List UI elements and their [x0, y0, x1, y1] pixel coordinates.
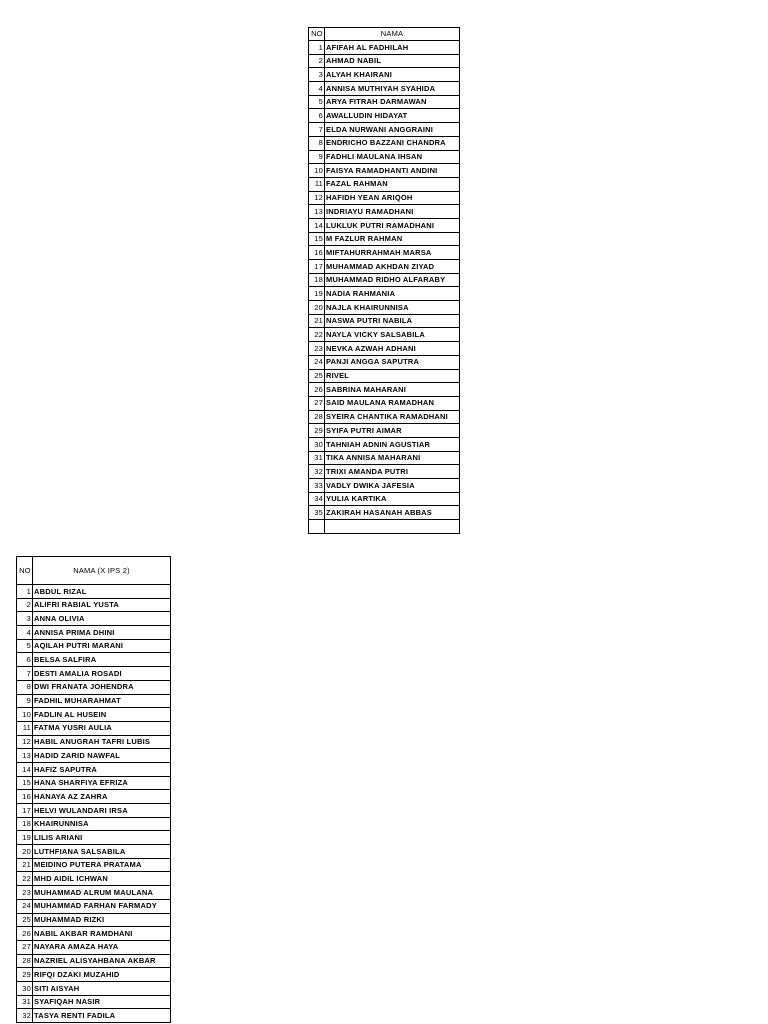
- row-number: 32: [309, 465, 325, 479]
- empty-cell: [309, 520, 325, 534]
- table-row: [17, 981, 171, 995]
- row-number: 30: [17, 981, 33, 995]
- empty-row: [309, 520, 460, 534]
- row-number: 31: [17, 995, 33, 1009]
- table-row: [309, 68, 460, 82]
- row-number: 5: [17, 639, 33, 653]
- table-row: [309, 232, 460, 246]
- table-row: [17, 940, 171, 954]
- student-name: SYAFIQAH NASIR: [33, 995, 171, 1009]
- table-row: [17, 872, 171, 886]
- table-row: [17, 968, 171, 982]
- table-row: [17, 626, 171, 640]
- table-row: [17, 612, 171, 626]
- student-name: PANJI ANGGA SAPUTRA: [325, 355, 460, 369]
- table-row: [309, 328, 460, 342]
- table-row: [309, 191, 460, 205]
- row-number: 31: [309, 451, 325, 465]
- row-number: 4: [17, 626, 33, 640]
- row-number: 27: [17, 940, 33, 954]
- row-number: 9: [17, 694, 33, 708]
- table-row: [309, 109, 460, 123]
- row-number: 29: [309, 424, 325, 438]
- row-number: 7: [309, 123, 325, 137]
- student-name: MUHAMMAD ALRUM MAULANA: [33, 886, 171, 900]
- row-number: 9: [309, 150, 325, 164]
- table-row: [17, 886, 171, 900]
- student-name: ZAKIRAH HASANAH ABBAS: [325, 506, 460, 520]
- row-number: 28: [309, 410, 325, 424]
- table-row: [309, 301, 460, 315]
- table-row: [309, 41, 460, 55]
- student-name: FADHIL MUHARAHMAT: [33, 694, 171, 708]
- student-name: HAFIZ SAPUTRA: [33, 762, 171, 776]
- student-name: TRIXI AMANDA PUTRI: [325, 465, 460, 479]
- student-name: M FAZLUR RAHMAN: [325, 232, 460, 246]
- student-name: SABRINA MAHARANI: [325, 383, 460, 397]
- table-row: [17, 913, 171, 927]
- table-row: [17, 667, 171, 681]
- row-number: 10: [17, 708, 33, 722]
- row-number: 29: [17, 968, 33, 982]
- table-row: [309, 342, 460, 356]
- row-number: 10: [309, 164, 325, 178]
- student-name: MUHAMMAD RIDHO ALFARABY: [325, 273, 460, 287]
- row-number: 28: [17, 954, 33, 968]
- row-number: 16: [17, 790, 33, 804]
- student-name: SYEIRA CHANTIKA RAMADHANI: [325, 410, 460, 424]
- student-name: NADIA RAHMANIA: [325, 287, 460, 301]
- table-row: [309, 123, 460, 137]
- table-row: [309, 136, 460, 150]
- table-row: [17, 899, 171, 913]
- row-number: 33: [309, 479, 325, 493]
- student-name: SYIFA PUTRI AIMAR: [325, 424, 460, 438]
- row-number: 17: [309, 260, 325, 274]
- table-row: [17, 708, 171, 722]
- student-name: TIKA ANNISA MAHARANI: [325, 451, 460, 465]
- student-name: HAFIDH YEAN ARIQOH: [325, 191, 460, 205]
- student-name: FAISYA RAMADHANTI ANDINI: [325, 164, 460, 178]
- row-number: 25: [17, 913, 33, 927]
- row-number: 26: [309, 383, 325, 397]
- row-number: 6: [309, 109, 325, 123]
- student-name: AHMAD NABIL: [325, 54, 460, 68]
- row-number: 20: [17, 845, 33, 859]
- student-name: SAID MAULANA RAMADHAN: [325, 396, 460, 410]
- row-number: 6: [17, 653, 33, 667]
- row-number: 23: [309, 342, 325, 356]
- table-row: [17, 680, 171, 694]
- table-row: [309, 410, 460, 424]
- table-row: [17, 831, 171, 845]
- row-number: 35: [309, 506, 325, 520]
- row-number: 24: [17, 899, 33, 913]
- student-name: NAYLA VICKY SALSABILA: [325, 328, 460, 342]
- row-number: 11: [309, 177, 325, 191]
- student-name: TAHNIAH ADNIN AGUSTIAR: [325, 437, 460, 451]
- student-name: NAJLA KHAIRUNNISA: [325, 301, 460, 315]
- table-row: [309, 273, 460, 287]
- row-number: 15: [309, 232, 325, 246]
- row-number: 24: [309, 355, 325, 369]
- table-row: [17, 817, 171, 831]
- table-row: [17, 804, 171, 818]
- row-number: 8: [309, 136, 325, 150]
- student-name: HANAYA AZ ZAHRA: [33, 790, 171, 804]
- table-row: [17, 858, 171, 872]
- student-name: HABIL ANUGRAH TAFRI LUBIS: [33, 735, 171, 749]
- student-name: ANNISA PRIMA DHINI: [33, 626, 171, 640]
- row-number: 18: [17, 817, 33, 831]
- student-name: FADLIN AL HUSEIN: [33, 708, 171, 722]
- row-number: 3: [17, 612, 33, 626]
- table-row: [309, 355, 460, 369]
- table-row: [17, 927, 171, 941]
- row-number: 2: [309, 54, 325, 68]
- row-number: 8: [17, 680, 33, 694]
- table-row: [17, 995, 171, 1009]
- student-name: RIFQI DZAKI MUZAHID: [33, 968, 171, 982]
- header-name: NAMA: [325, 28, 460, 41]
- table-row: [17, 598, 171, 612]
- student-name: ELDA NURWANI ANGGRAINI: [325, 123, 460, 137]
- row-number: 17: [17, 804, 33, 818]
- student-name: AFIFAH AL FADHILAH: [325, 41, 460, 55]
- table-row: [17, 762, 171, 776]
- student-name: TASYA RENTI FADILA: [33, 1009, 171, 1023]
- table-row: [309, 287, 460, 301]
- table-row: [309, 314, 460, 328]
- row-number: 18: [309, 273, 325, 287]
- row-number: 16: [309, 246, 325, 260]
- student-name: ENDRICHO BAZZANI CHANDRA: [325, 136, 460, 150]
- student-name: ABDUL RIZAL: [33, 585, 171, 599]
- student-name: ALYAH KHAIRANI: [325, 68, 460, 82]
- student-name: NABIL AKBAR RAMDHANI: [33, 927, 171, 941]
- header-no: NO: [17, 557, 33, 585]
- empty-cell: [325, 520, 460, 534]
- student-name: ALIFRI RABIAL YUSTA: [33, 598, 171, 612]
- row-number: 26: [17, 927, 33, 941]
- table-row: [309, 260, 460, 274]
- table-row: [309, 479, 460, 493]
- student-name: AQILAH PUTRI MARANI: [33, 639, 171, 653]
- table-row: [17, 639, 171, 653]
- row-number: 1: [309, 41, 325, 55]
- student-name: HADID ZARID NAWFAL: [33, 749, 171, 763]
- row-number: 32: [17, 1009, 33, 1023]
- student-name: HANA SHARFIYA EFRIZA: [33, 776, 171, 790]
- table-row: [17, 721, 171, 735]
- student-name: KHAIRUNNISA: [33, 817, 171, 831]
- student-name: RIVEL: [325, 369, 460, 383]
- row-number: 12: [309, 191, 325, 205]
- table-row: [309, 396, 460, 410]
- header-name: NAMA (X IPS 2): [33, 557, 171, 585]
- table-row: [17, 790, 171, 804]
- row-number: 3: [309, 68, 325, 82]
- table-row: [309, 437, 460, 451]
- row-number: 4: [309, 82, 325, 96]
- row-number: 13: [17, 749, 33, 763]
- table-row: [17, 954, 171, 968]
- class-list-table-x-ips-2: [16, 556, 171, 1023]
- table-row: [17, 749, 171, 763]
- student-name: FAZAL RAHMAN: [325, 177, 460, 191]
- table-header-row: [309, 28, 460, 41]
- student-name: MUHAMMAD FARHAN FARMADY: [33, 899, 171, 913]
- student-name: MIFTAHURRAHMAH MARSA: [325, 246, 460, 260]
- table-row: [17, 585, 171, 599]
- row-number: 19: [309, 287, 325, 301]
- table-row: [309, 95, 460, 109]
- student-name: LUTHFIANA SALSABILA: [33, 845, 171, 859]
- student-name: SITI AISYAH: [33, 981, 171, 995]
- student-name: BELSA SALFIRA: [33, 653, 171, 667]
- student-name: MUHAMMAD RIZKI: [33, 913, 171, 927]
- student-name: ARYA FITRAH DARMAWAN: [325, 95, 460, 109]
- row-number: 30: [309, 437, 325, 451]
- student-name: FADHLI MAULANA IHSAN: [325, 150, 460, 164]
- student-name: LUKLUK PUTRI RAMADHANI: [325, 218, 460, 232]
- row-number: 22: [309, 328, 325, 342]
- student-name: YULIA KARTIKA: [325, 492, 460, 506]
- student-name: NASWA PUTRI NABILA: [325, 314, 460, 328]
- row-number: 14: [17, 762, 33, 776]
- student-name: DESTI AMALIA ROSADI: [33, 667, 171, 681]
- student-name: FATMA YUSRI AULIA: [33, 721, 171, 735]
- row-number: 21: [17, 858, 33, 872]
- table-row: [17, 845, 171, 859]
- student-name: LILIS ARIANI: [33, 831, 171, 845]
- class-list-table: [308, 27, 460, 534]
- row-number: 22: [17, 872, 33, 886]
- row-number: 25: [309, 369, 325, 383]
- table-row: [309, 164, 460, 178]
- row-number: 21: [309, 314, 325, 328]
- row-number: 5: [309, 95, 325, 109]
- student-name: NAZRIEL ALISYAHBANA AKBAR: [33, 954, 171, 968]
- table-row: [309, 465, 460, 479]
- table-row: [309, 246, 460, 260]
- student-name: ANNISA MUTHIYAH SYAHIDA: [325, 82, 460, 96]
- header-no: NO: [309, 28, 325, 41]
- row-number: 27: [309, 396, 325, 410]
- table-row: [17, 694, 171, 708]
- student-name: DWI FRANATA JOHENDRA: [33, 680, 171, 694]
- student-name: NEVKA AZWAH ADHANI: [325, 342, 460, 356]
- student-name: ANNA OLIVIA: [33, 612, 171, 626]
- student-name: MUHAMMAD AKHDAN ZIYAD: [325, 260, 460, 274]
- table-row: [309, 205, 460, 219]
- table-row: [309, 383, 460, 397]
- row-number: 13: [309, 205, 325, 219]
- row-number: 11: [17, 721, 33, 735]
- table-row: [309, 82, 460, 96]
- student-name: NAYARA AMAZA HAYA: [33, 940, 171, 954]
- row-number: 23: [17, 886, 33, 900]
- table-row: [309, 424, 460, 438]
- table-row: [309, 506, 460, 520]
- table-row: [309, 451, 460, 465]
- row-number: 19: [17, 831, 33, 845]
- student-name: MHD AIDIL ICHWAN: [33, 872, 171, 886]
- table-row: [309, 369, 460, 383]
- table-header-row: [17, 557, 171, 585]
- row-number: 1: [17, 585, 33, 599]
- table-row: [17, 776, 171, 790]
- row-number: 14: [309, 218, 325, 232]
- student-name: INDRIAYU RAMADHANI: [325, 205, 460, 219]
- table-row: [17, 735, 171, 749]
- table-row: [309, 54, 460, 68]
- row-number: 20: [309, 301, 325, 315]
- table-row: [309, 177, 460, 191]
- row-number: 2: [17, 598, 33, 612]
- table-row: [309, 218, 460, 232]
- student-name: HELVI WULANDARI IRSA: [33, 804, 171, 818]
- table-row: [17, 653, 171, 667]
- table-row: [17, 1009, 171, 1023]
- row-number: 34: [309, 492, 325, 506]
- student-name: VADLY DWIKA JAFESIA: [325, 479, 460, 493]
- row-number: 15: [17, 776, 33, 790]
- table-row: [309, 492, 460, 506]
- table-row: [309, 150, 460, 164]
- student-name: AWALLUDIN HIDAYAT: [325, 109, 460, 123]
- row-number: 7: [17, 667, 33, 681]
- student-name: MEIDINO PUTERA PRATAMA: [33, 858, 171, 872]
- row-number: 12: [17, 735, 33, 749]
